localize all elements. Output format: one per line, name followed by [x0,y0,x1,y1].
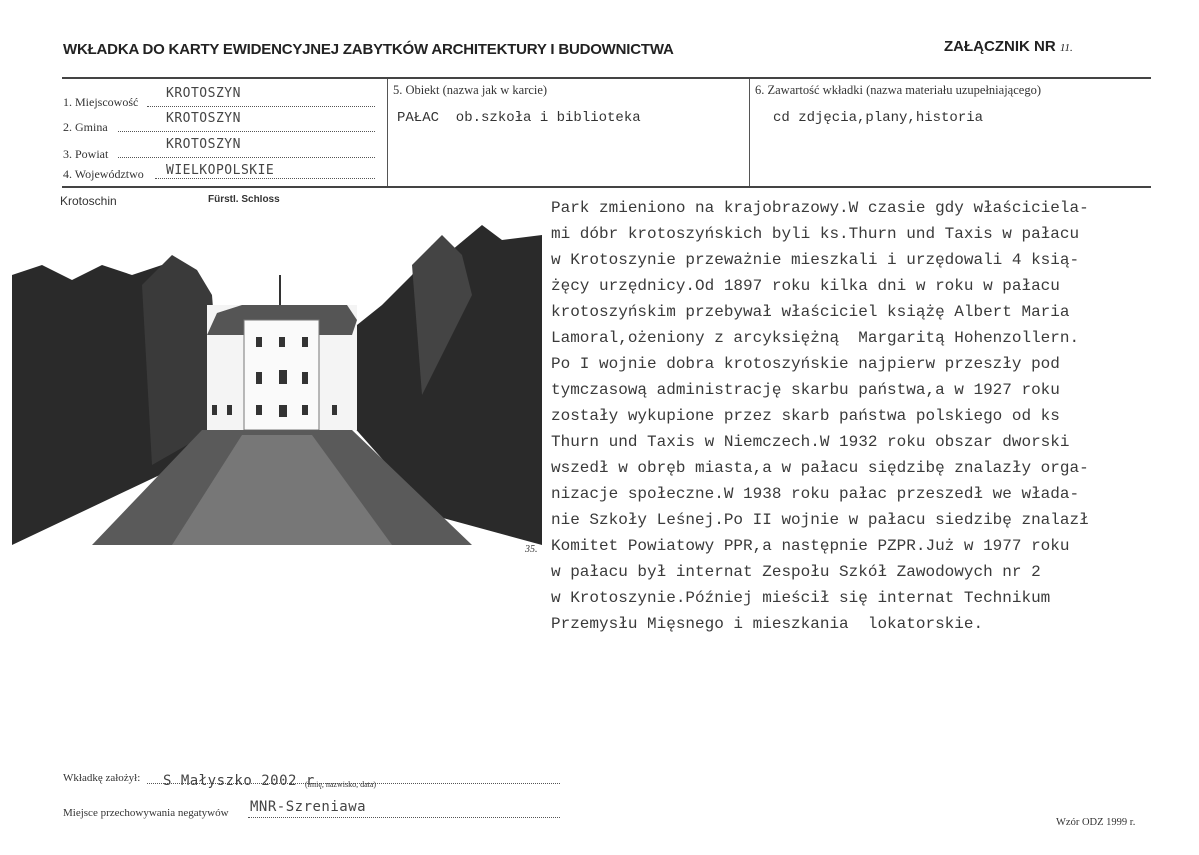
history-line: zostały wykupione przez skarb państwa polskiego od ks [551,407,1060,425]
negatives-value: MNR-Szreniawa [250,799,367,815]
field-value-zawartosc: cd zdjęcia,plany,historia [773,110,984,126]
history-line: żęcy urzędnicy.Od 1897 roku kilka dni w roku w pałacu [551,277,1060,295]
field-label-wojewodztwo: 4. Województwo [63,167,144,181]
history-line: w Krotoszynie przeważnie mieszkali i urzędowali 4 ksią- [551,251,1080,269]
history-line: w Krotoszynie.Później mieścił się internat Technikum [551,589,1051,607]
form-model: Wzór ODZ 1999 r. [1056,817,1136,828]
author-label: Wkładkę założył: [63,772,141,784]
history-line: Thurn und Taxis w Niemczech.W 1932 roku obszar dworski [551,433,1070,451]
field-value-obiekt: PAŁAC ob.szkoła i biblioteka [397,110,641,126]
photo-caption-title: Fürstl. Schloss [208,195,280,205]
history-line: nizacje społeczne.W 1938 roku pałac przeszedł we włada- [551,485,1080,503]
field-value-miejscowosc: KROTOSZYN [166,86,241,101]
field-line [155,178,375,179]
history-line: Park zmieniono na krajobrazowy.W czasie gdy właściciela- [551,199,1089,217]
history-line: krotoszyńskim przebywał właściciel książę Albert Maria [551,303,1070,321]
field-line [118,157,375,158]
negatives-label: Miejsce przechowywania negatywów [63,807,229,819]
palace-photo-image [12,195,542,545]
field-line [147,106,375,107]
history-line: w pałacu był internat Zespołu Szkół Zawodowych nr 2 [551,563,1041,581]
field-value-wojewodztwo: WIELKOPOLSKIE [166,163,275,178]
history-line: Przemysłu Mięsnego i mieszkania lokatorskie. [551,615,984,633]
column-divider [749,79,750,186]
photo-caption-place: Krotoschin [60,195,117,208]
photo-number: 35. [525,544,538,555]
field-label-zawartosc: 6. Zawartość wkładki (nazwa materiału uzupełniającego) [755,83,1041,97]
field-label-obiekt: 5. Obiekt (nazwa jak w karcie) [393,83,548,97]
history-line: Lamoral,ożeniony z arcyksiężną Margaritą Hohenzollern. [551,329,1080,347]
field-label-gmina: 2. Gmina [63,120,108,134]
annex-label: ZAŁĄCZNIK NR [944,38,1056,55]
annex-number [944,38,1073,55]
field-line [118,131,375,132]
author-value: S Małyszko 2002 r [163,773,315,789]
author-hint: (imię, nazwisko, data) [305,780,377,789]
field-label-powiat: 3. Powiat [63,147,109,161]
history-line: mi dóbr krotoszyńskich byli ks.Thurn und Taxis w pałacu [551,225,1080,243]
document-title: WKŁADKA DO KARTY EWIDENCYJNEJ ZABYTKÓW ARCHITEKTURY I BUDOWNICTWA [63,41,674,58]
annex-number-value: 11. [1059,42,1073,54]
field-value-gmina: KROTOSZYN [166,111,241,126]
negatives-line [248,817,560,818]
field-label-miejscowosc: 1. Miejscowość [63,95,139,109]
history-line: nie Szkoły Leśnej.Po II wojnie w pałacu siedzibę znalazł [551,511,1089,529]
palace-photo [12,195,542,545]
table-top-rule [62,77,1151,79]
table-bottom-rule [62,186,1151,188]
history-text [551,195,1151,637]
field-value-powiat: KROTOSZYN [166,137,241,152]
history-line: wszedł w obręb miasta,a w pałacu siędzibę znalazły orga- [551,459,1089,477]
column-divider [387,79,388,186]
history-line: tymczasową administrację skarbu państwa,a w 1927 roku [551,381,1060,399]
history-line: Po I wojnie dobra krotoszyńskie najpierw przeszły pod [551,355,1060,373]
history-line: Komitet Powiatowy PPR,a następnie PZPR.Już w 1977 roku [551,537,1070,555]
